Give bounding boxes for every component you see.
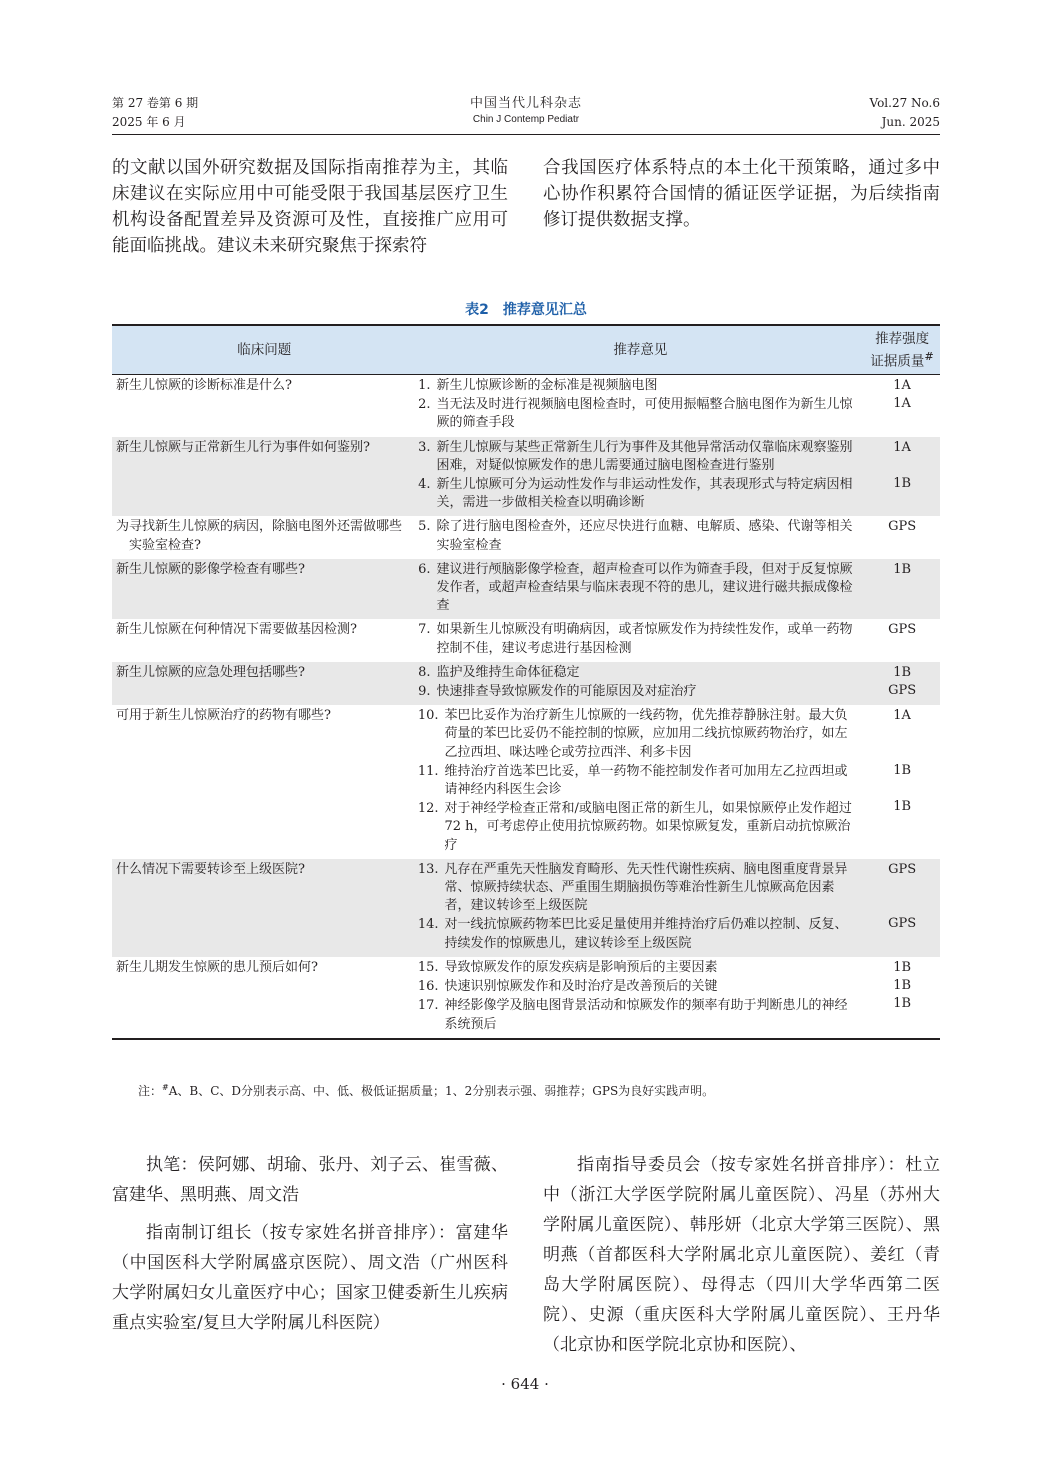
grade-cell: [864, 437, 940, 517]
credits-committee: 指南指导委员会（按专家姓名拼音排序）：杜立中（浙江大学医学院附属儿童医院）、冯星（苏州大学附属儿童医院）、韩彤妍（北京大学第三医院）、黑明燕（首都医科大学附属北京儿童医院）、姜红（青岛大学附属医院）、母得志（四川大学华西第二医院）、史源（重庆医科大学附属儿童医院）、王丹华（北京协和医学院北京协和医院）、: [543, 1155, 940, 1355]
header-volume-en: Vol.27 No.6: [869, 96, 940, 110]
grade-value: 1B: [893, 561, 912, 577]
grade-value: 1A: [893, 439, 911, 455]
recommendation-cell: [417, 662, 865, 705]
credits-writers: 执笔：侯阿娜、胡瑜、张丹、刘子云、崔雪薇、富建华、黑明燕、周文浩: [112, 1155, 508, 1205]
grade-value: 1B: [893, 476, 912, 492]
clinical-question-cell: [112, 516, 417, 558]
header-grade-line2: [864, 348, 940, 371]
recommendation-item: [417, 396, 865, 432]
grade-value: 1B: [893, 664, 912, 680]
grade-cell: [864, 516, 940, 558]
table-body: [112, 375, 940, 1039]
grade-value: 1B: [893, 762, 912, 778]
recommendation-number: 10.: [417, 708, 439, 724]
note-text: A、B、C、D分别表示高、中、低、极低证据质量；1、2分别表示强、弱推荐；GPS为良好实践声明。: [168, 1084, 715, 1098]
header-recommendation: 推荐意见: [417, 325, 865, 375]
intro-paragraph-right: 合我国医疗体系特点的本土化干预策略，通过多中心协作积累符合国情的循证医学证据，为后续指南修订提供数据支撑。: [543, 158, 940, 230]
recommendation-cell: [417, 516, 865, 558]
table-row: [112, 705, 940, 859]
recommendation-text: 对一线抗惊厥药物苯巴比妥足量使用并维持治疗后仍难以控制、反复、持续发作的惊厥患儿，建议转诊至上级医院: [444, 917, 848, 951]
table-row: [112, 957, 940, 1039]
grade-cell: [864, 705, 940, 859]
header-grade-line2-text: 证据质量: [870, 353, 925, 370]
grade-value: 1B: [893, 799, 912, 815]
grade-value: GPS: [888, 683, 917, 699]
clinical-question: 什么情况下需要转诊至上级医院?: [116, 861, 305, 877]
clinical-question: 可用于新生儿惊厥治疗的药物有哪些?: [116, 708, 331, 724]
recommendation-text: 快速排查导致惊厥发作的可能原因及对症治疗: [436, 684, 697, 700]
recommendation-number: 1.: [418, 378, 431, 393]
recommendation-text: 凡存在严重先天性脑发育畸形、先天性代谢性疾病、脑电图重度背景异常、惊厥持续状态、严重围生期脑损伤等难治性新生儿惊厥高危因素者，建议转诊至上级医院: [444, 861, 848, 914]
grade-cell: [864, 375, 940, 437]
clinical-question-cell: [112, 437, 417, 517]
grade-value: GPS: [888, 519, 917, 535]
recommendation-text: 监护及维持生命体征稳定: [436, 664, 580, 680]
recommendation-cell: [417, 859, 865, 957]
recommendation-text: 维持治疗首选苯巴比妥，单一药物不能控制发作者可加用左乙拉西坦或请神经内科医生会诊: [444, 763, 848, 798]
recommendation-item: [417, 561, 865, 616]
recommendation-cell: [417, 705, 865, 859]
recommendation-number: 17.: [417, 998, 439, 1014]
clinical-question-cell: [112, 559, 417, 620]
recommendation-text: 如果新生儿惊厥没有明确病因，或者惊厥发作为持续性发作，或单一药物控制不佳，建议考虑进行基因检测: [436, 622, 853, 656]
recommendation-text: 对于神经学检查正常和/或脑电图正常的新生儿，如果惊厥停止发作超过72 h，可考虑停止使用抗惊厥药物。如果惊厥复发，重新启动抗惊厥治疗: [444, 801, 852, 853]
recommendation-number: 9.: [418, 684, 431, 700]
recommendation-cell: [417, 375, 865, 437]
recommendation-cell: [417, 619, 865, 661]
clinical-question-cell: [112, 375, 417, 437]
clinical-question-cell: [112, 859, 417, 957]
note-prefix: 注：: [138, 1084, 163, 1098]
recommendation-item: [417, 959, 865, 977]
recommendation-cell: [417, 437, 865, 517]
recommendation-number: 12.: [417, 801, 439, 817]
table-note: [138, 1080, 938, 1099]
recommendation-text: 神经影像学及脑电图背景活动和惊厥发作的频率有助于判断患儿的神经系统预后: [444, 998, 848, 1032]
clinical-question: 新生儿惊厥与正常新生儿行为事件如何鉴别?: [116, 439, 370, 455]
recommendation-item: [417, 377, 865, 395]
header-date-cn: 2025 年 6 月: [112, 115, 186, 129]
recommendation-cell: [417, 559, 865, 620]
grade-cell: [864, 559, 940, 620]
table-row: [112, 437, 940, 517]
recommendation-text: 建议进行颅脑影像学检查，超声检查可以作为筛查手段，但对于反复惊厥发作者，或超声检查结果与临床表现不符的患儿，建议进行磁共振成像检查: [436, 561, 853, 614]
clinical-question: 新生儿惊厥在何种情况下需要做基因检测?: [116, 622, 357, 638]
clinical-question: 新生儿惊厥的应急处理包括哪些?: [116, 664, 305, 680]
recommendation-number: 14.: [417, 917, 439, 933]
recommendation-item: [417, 683, 865, 701]
recommendation-text: 新生儿惊厥可分为运动性发作与非运动性发作，其表现形式与特定病因相关，需进一步做相关检查以明确诊断: [436, 477, 853, 511]
header-center: [112, 94, 940, 127]
recommendation-item: [417, 439, 865, 475]
clinical-question-cell: [112, 619, 417, 661]
recommendation-text: 新生儿惊厥诊断的金标准是视频脑电图: [436, 378, 658, 393]
recommendation-number: 6.: [418, 561, 431, 577]
credits-leaders: 指南制订组长（按专家姓名拼音排序）：富建华（中国医科大学附属盛京医院）、周文浩（广州医科大学附属妇女儿童医疗中心；国家卫健委新生儿疾病重点实验室/复旦大学附属儿科医院）: [112, 1223, 508, 1333]
recommendation-number: 7.: [418, 622, 431, 638]
recommendation-item: [417, 476, 865, 512]
table-row: [112, 516, 940, 558]
recommendation-item: [417, 861, 865, 916]
header-grade-line1: 推荐强度: [875, 330, 930, 347]
recommendation-item: [417, 997, 865, 1033]
grade-value: 1A: [893, 396, 911, 412]
recommendation-number: 13.: [417, 861, 439, 877]
recommendation-item: [417, 916, 865, 952]
clinical-question-cell: [112, 705, 417, 859]
header-grade: [864, 325, 940, 375]
note-mark: #: [162, 1083, 169, 1092]
recommendation-text: 导致惊厥发作的原发疾病是影响预后的主要因素: [444, 959, 718, 975]
grade-value: 1A: [893, 378, 911, 393]
recommendation-item: [417, 707, 865, 762]
header-grade-mark: #: [924, 349, 934, 363]
recommendation-item: [417, 621, 865, 657]
recommendation-text: 苯巴比妥作为治疗新生儿惊厥的一线药物，优先推荐静脉注射。最大负荷量的苯巴比妥仍不能控制的惊厥，应加用二线抗惊厥药物治疗，如左乙拉西坦、咪达唑仑或劳拉西泮、利多卡因: [444, 708, 848, 760]
running-header: [112, 94, 940, 135]
table-row: [112, 559, 940, 620]
grade-value: 1B: [893, 978, 912, 994]
grade-value: GPS: [888, 861, 917, 877]
recommendation-item: [417, 763, 865, 799]
credits-right-column: [543, 1150, 940, 1368]
grade-cell: [864, 619, 940, 661]
recommendation-item: [417, 518, 865, 554]
recommendation-number: 11.: [417, 763, 439, 779]
credits-left-column: [112, 1150, 508, 1346]
clinical-question-cell: [112, 957, 417, 1039]
grade-value: 1A: [893, 708, 911, 724]
recommendation-number: 8.: [418, 664, 431, 680]
recommendation-item: [417, 664, 865, 682]
recommendation-text: 当无法及时进行视频脑电图检查时，可使用振幅整合脑电图作为新生儿惊厥的筛查手段: [436, 397, 853, 431]
table-row: [112, 662, 940, 705]
table-header-row: [112, 325, 940, 375]
grade-value: GPS: [888, 916, 917, 932]
grade-value: 1B: [893, 959, 912, 975]
recommendation-item: [417, 800, 865, 855]
recommendation-text: 快速识别惊厥发作和及时治疗是改善预后的关键: [444, 979, 718, 995]
recommendation-table: [112, 324, 940, 1040]
journal-title-en: Chin J Contemp Pediatr: [472, 114, 580, 125]
recommendation-text: 除了进行脑电图检查外，还应尽快进行血糖、电解质、感染、代谢等相关实验室检查: [436, 519, 853, 553]
clinical-question: 新生儿惊厥的诊断标准是什么?: [116, 378, 292, 393]
recommendation-cell: [417, 957, 865, 1039]
grade-cell: [864, 662, 940, 705]
grade-value: GPS: [888, 622, 917, 638]
recommendation-number: 16.: [417, 979, 439, 995]
recommendation-item: [417, 978, 865, 996]
recommendation-number: 3.: [418, 439, 431, 455]
recommendation-number: 4.: [418, 477, 431, 493]
clinical-question: 新生儿期发生惊厥的患儿预后如何?: [116, 959, 318, 975]
clinical-question: 为寻找新生儿惊厥的病因，除脑电图外还需做哪些实验室检查?: [116, 519, 403, 553]
header-date-en: Jun. 2025: [881, 115, 940, 129]
header-right: [870, 94, 941, 132]
table-title: 表2 推荐意见汇总: [465, 302, 587, 318]
journal-title-cn: 中国当代儿科杂志: [469, 96, 582, 111]
grade-cell: [864, 859, 940, 957]
recommendation-number: 2.: [418, 397, 431, 413]
clinical-question: 新生儿惊厥的影像学检查有哪些?: [116, 561, 305, 577]
clinical-question-cell: [112, 662, 417, 705]
grade-cell: [864, 957, 940, 1039]
recommendation-number: 5.: [418, 519, 431, 535]
page-number: · 644 ·: [501, 1375, 549, 1393]
recommendation-text: 新生儿惊厥与某些正常新生儿行为事件及其他异常活动仅靠临床观察鉴别困难，对疑似惊厥发作的患儿需要通过脑电图检查进行鉴别: [436, 439, 853, 473]
table-row: [112, 375, 940, 437]
header-question: 临床问题: [112, 325, 417, 375]
table-row: [112, 859, 940, 957]
grade-value: 1B: [893, 996, 912, 1012]
table-row: [112, 619, 940, 661]
intro-paragraph-left: 的文献以国外研究数据及国际指南推荐为主，其临床建议在实际应用中可能受限于我国基层医疗卫生机构设备配置差异及资源可及性，直接推广应用可能面临挑战。建议未来研究聚焦于探索符: [112, 158, 508, 256]
recommendation-number: 15.: [417, 959, 439, 975]
header-volume: 第 27 卷第 6 期: [112, 96, 199, 110]
